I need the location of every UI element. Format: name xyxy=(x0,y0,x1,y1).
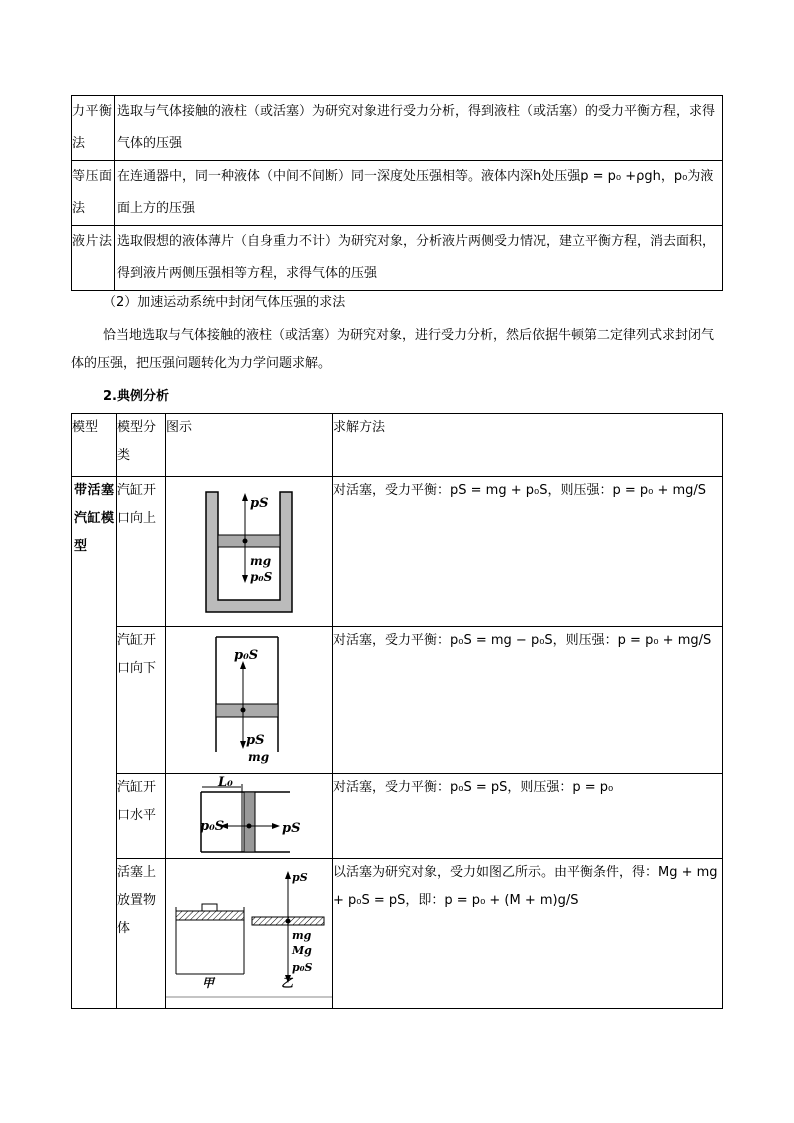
mg-label: mg xyxy=(250,554,272,568)
Mg-label: Mg xyxy=(292,944,312,957)
header-method: 求解方法 xyxy=(333,414,723,477)
table-row xyxy=(72,859,723,1009)
methods-table xyxy=(71,95,723,291)
method-cell: 对活塞，受力平衡：pS = mg + p₀S，则压强：p = p₀ + mg/S xyxy=(333,477,723,627)
method-text-cell xyxy=(115,226,723,291)
piston-with-object-diagram xyxy=(166,859,332,1007)
p0S-label: p₀S xyxy=(250,570,273,584)
section2-text: 恰当地选取与气体接触的液柱（或活塞）为研究对象，进行受力分析，然后依据牛顿第二定律列式求封闭气体的压强，把压强问题转化为力学问题求解。 xyxy=(71,328,715,371)
cylinder-down-diagram xyxy=(166,627,332,772)
figure-cell xyxy=(166,859,333,1009)
pS-label: pS xyxy=(292,871,308,884)
mg-label: mg xyxy=(292,929,312,942)
method-cell: 以活塞为研究对象，受力如图乙所示。由平衡条件，得：Mg + mg + p₀S = pS，即：p = p₀ + (M + m)g/S xyxy=(333,859,723,1009)
table-row xyxy=(72,226,723,291)
L0-label: L₀ xyxy=(218,775,233,790)
yi-label: 乙 xyxy=(281,976,294,990)
table-row xyxy=(72,161,723,226)
category-cell: 汽缸开口水平 xyxy=(117,774,166,859)
category-cell: 活塞上放置物体 xyxy=(117,859,166,1009)
figure-cell xyxy=(166,774,333,859)
pS-label: pS xyxy=(282,821,301,836)
header-category: 模型分类 xyxy=(117,414,166,477)
method-label-cell xyxy=(72,96,115,161)
table-row xyxy=(72,96,723,161)
method-label: 等压面法 xyxy=(72,169,112,216)
method-text: 在连通器中，同一种液体（中间不间断）同一深度处压强相等。液体内深h处压强p = p₀ +ρgh，p₀为液面上方的压强 xyxy=(117,169,714,216)
pS-label: pS xyxy=(246,733,265,748)
section2-title: （2）加速运动系统中封闭气体压强的求法 xyxy=(103,295,346,310)
method-label-cell xyxy=(72,161,115,226)
header-row xyxy=(72,414,723,477)
cylinder-horizontal-diagram xyxy=(166,774,332,857)
table-row xyxy=(72,477,723,627)
model-group-cell xyxy=(72,477,117,1009)
p0S-label: p₀S xyxy=(292,961,313,974)
jia-label: 甲 xyxy=(202,976,215,990)
p0S-label: p₀S xyxy=(234,648,259,663)
header-figure: 图示 xyxy=(166,414,333,477)
header-model: 模型 xyxy=(72,414,117,477)
table-row xyxy=(72,774,723,859)
figure-cell xyxy=(166,477,333,627)
method-label-cell xyxy=(72,226,115,291)
category-cell: 汽缸开口向下 xyxy=(117,627,166,774)
method-text-cell xyxy=(115,96,723,161)
method-label: 力平衡法 xyxy=(72,104,112,151)
category-cell: 汽缸开口向上 xyxy=(117,477,166,627)
pS-label: pS xyxy=(250,496,269,511)
method-cell: 对活塞，受力平衡：p₀S = mg − p₀S，则压强：p = p₀ + mg/S xyxy=(333,627,723,774)
method-text-cell xyxy=(115,161,723,226)
mg-label: mg xyxy=(248,750,270,764)
table-row xyxy=(72,627,723,774)
model-group-label: 带活塞汽缸模型 xyxy=(74,483,114,554)
method-text: 选取与气体接触的液柱（或活塞）为研究对象进行受力分析，得到液柱（或活塞）的受力平衡方程，求得气体的压强 xyxy=(117,104,716,151)
method-text: 选取假想的液体薄片（自身重力不计）为研究对象，分析液片两侧受力情况，建立平衡方程，消去面积，得到液片两侧压强相等方程，求得气体的压强 xyxy=(117,234,716,281)
method-label: 液片法 xyxy=(72,234,112,249)
p0S-label: p₀S xyxy=(200,819,225,834)
examples-table xyxy=(71,413,723,1009)
method-cell: 对活塞，受力平衡：p₀S = pS，则压强：p = p₀ xyxy=(333,774,723,859)
examples-heading: 2.典例分析 xyxy=(103,389,169,404)
cylinder-up-diagram xyxy=(166,477,332,625)
figure-cell xyxy=(166,627,333,774)
